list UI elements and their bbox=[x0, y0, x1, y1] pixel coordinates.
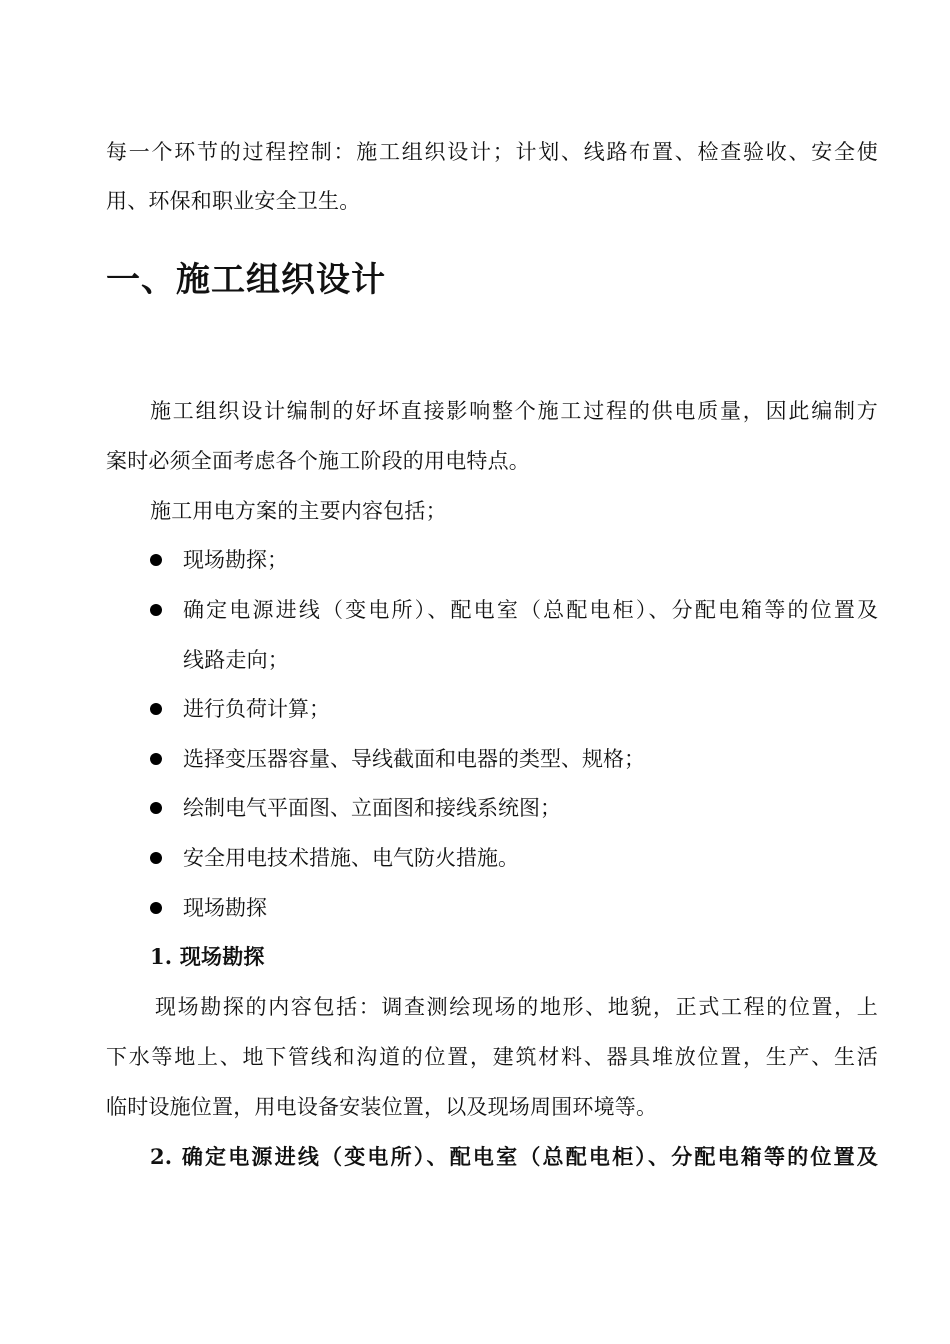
sub1-line-1: 现场勘探的内容包括：调查测绘现场的地形、地貌，正式工程的位置，上 bbox=[155, 995, 878, 1019]
list-item bbox=[150, 694, 878, 724]
list-item bbox=[150, 893, 878, 923]
bullet-icon bbox=[150, 604, 162, 616]
bullet-icon bbox=[150, 554, 162, 566]
bullet-icon bbox=[150, 902, 162, 914]
list-item-text: 确定电源进线（变电所）、配电室（总配电柜）、分配电箱等的位置及 bbox=[183, 598, 878, 622]
subheading-2: 2. 确定电源进线（变电所）、配电室（总配电柜）、分配电箱等的位置及 bbox=[150, 1144, 878, 1169]
sub1-line-2: 下水等地上、地下管线和沟道的位置，建筑材料、器具堆放位置，生产、生活 bbox=[106, 1045, 878, 1069]
list-item-text: 现场勘探 bbox=[183, 896, 267, 920]
para1-line-1: 施工组织设计编制的好坏直接影响整个施工过程的供电质量，因此编制方 bbox=[150, 399, 878, 423]
list-item bbox=[150, 744, 878, 774]
intro-line-1: 每一个环节的过程控制：施工组织设计；计划、线路布置、检查验收、安全使 bbox=[106, 140, 878, 164]
bullet-icon bbox=[150, 753, 162, 765]
intro-line-2: 用、环保和职业安全卫生。 bbox=[106, 189, 361, 213]
list-item bbox=[150, 545, 878, 575]
bullet-icon bbox=[150, 802, 162, 814]
para1-line-2: 案时必须全面考虑各个施工阶段的用电特点。 bbox=[106, 449, 530, 473]
list-item-text: 进行负荷计算； bbox=[183, 697, 330, 721]
list-item bbox=[150, 595, 878, 625]
list-item-text: 现场勘探； bbox=[183, 548, 288, 572]
para2-line: 施工用电方案的主要内容包括； bbox=[150, 499, 447, 523]
list-item bbox=[150, 793, 878, 823]
list-item-continuation: 线路走向； bbox=[183, 648, 289, 672]
bullet-icon bbox=[150, 852, 162, 864]
list-item-text: 选择变压器容量、导线截面和电器的类型、规格； bbox=[183, 747, 645, 771]
list-item-text: 绘制电气平面图、立面图和接线系统图； bbox=[183, 796, 561, 820]
sub1-line-3: 临时设施位置，用电设备安装位置，以及现场周围环境等。 bbox=[106, 1095, 658, 1119]
section-heading: 一、施工组织设计 bbox=[106, 260, 386, 300]
bullet-icon bbox=[150, 703, 162, 715]
list-item-text: 安全用电技术措施、电气防火措施。 bbox=[183, 846, 519, 870]
list-item bbox=[150, 843, 878, 873]
subheading-1: 1. 现场勘探 bbox=[150, 944, 265, 969]
